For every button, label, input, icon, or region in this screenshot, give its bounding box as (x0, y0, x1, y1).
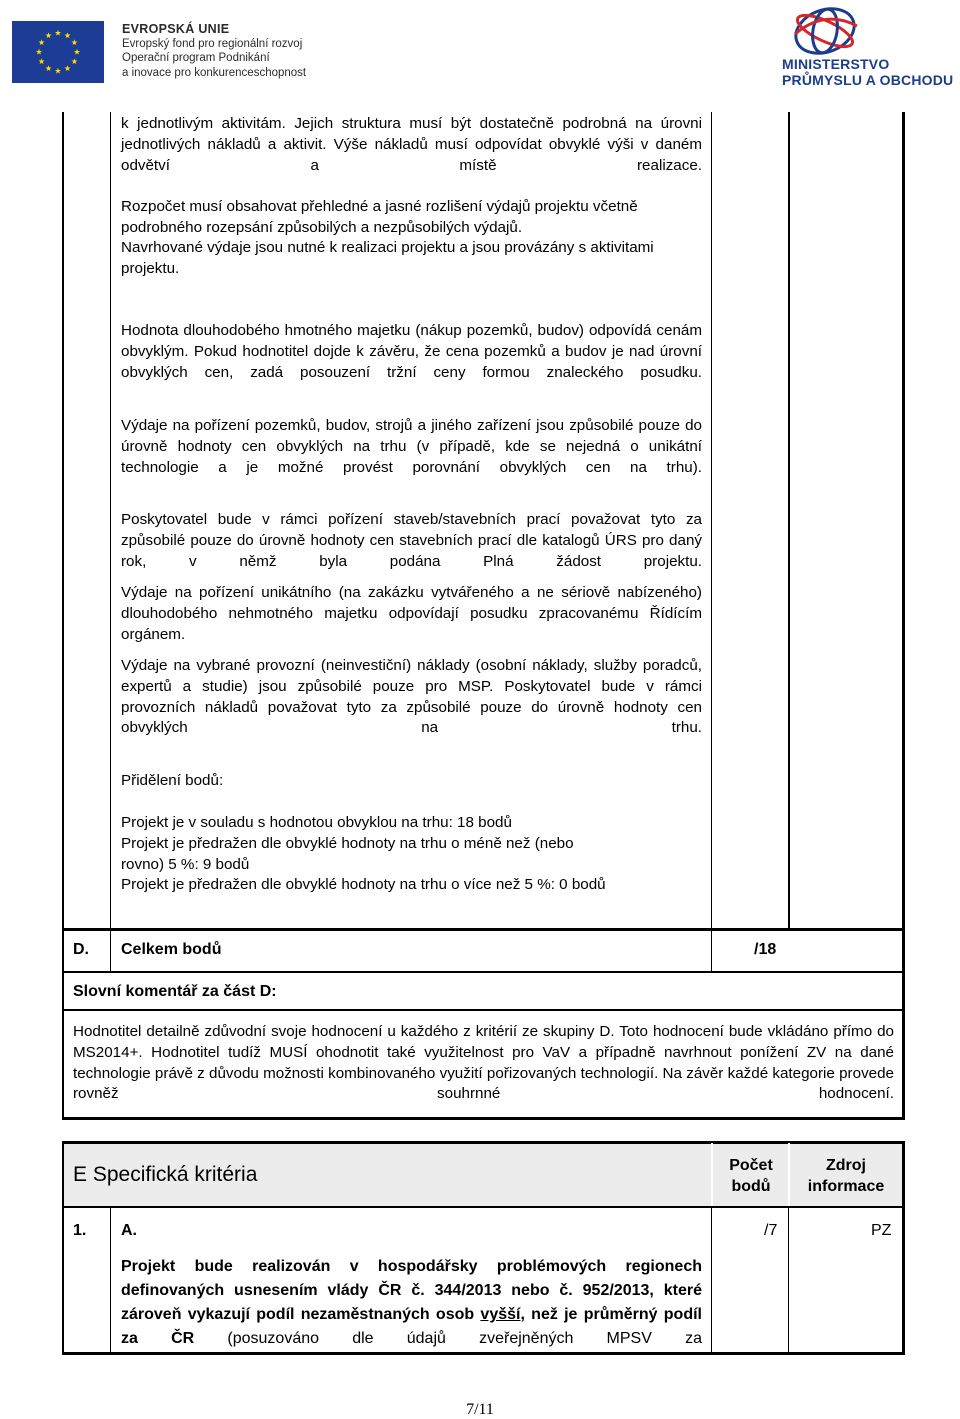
eu-star (71, 58, 77, 64)
table-border-left (62, 112, 64, 978)
eu-star (74, 49, 80, 55)
table-border-right (902, 112, 905, 1120)
section-e-col-source: Zdroj informace (807, 1157, 885, 1195)
eu-star (45, 65, 51, 71)
criteria-paragraph-3: Navrhované výdaje jsou nutné k realizaci projektu a jsou provázány s aktivitami projektu. (121, 239, 654, 277)
criteria-paragraph-2: Rozpočet musí obsahovat přehledné a jasné rozlišení výdajů projektu včetně podrobného rozepsání způsobilých a nezpůsobilých výdajů. (121, 198, 638, 236)
eu-star (64, 32, 70, 38)
comment-title: Slovní komentář za část D: (73, 983, 277, 1000)
eu-star (64, 65, 70, 71)
comment-title-border (62, 1009, 905, 1011)
eu-star (55, 68, 61, 74)
comment-text: Hodnotitel detailně zdůvodní svoje hodnocení u každého z kritérií ze skupiny D. Toto hodnocení bude vkládáno přímo do MS2014+. Hodnotitel tudíž MUSÍ ohodnotit také využitelnost pro VaV a případně navrhnout ponížení ZV na dané technologie právě z důvodu možnosti kombinovaného využití pořizovaných technologií. Na závěr každé kategorie provede rovněž souhrnné hodnocení. (73, 1023, 894, 1103)
section-e-top-border (62, 1141, 905, 1144)
row-source: PZ (871, 1222, 892, 1239)
section-e-header-divider-2 (788, 1143, 790, 1206)
section-e-border-left (62, 1141, 64, 1354)
total-row-letter: D. (73, 941, 89, 958)
section-e-border-right (902, 1141, 905, 1354)
eu-line-2: Evropský fond pro regionální rozvoj (122, 37, 303, 50)
total-row-top-border (62, 928, 905, 931)
eu-star (71, 39, 77, 45)
criteria-paragraph-6: Poskytovatel bude v rámci pořízení staveb/stavebních prací považovat tyto za způsobilé pouze do úrovně hodnoty cen stavebních prací dle katalogů ÚRS pro daný rok, v němž byla podána Plná žádost projektu. (121, 511, 702, 570)
total-row-divider-1 (110, 930, 111, 972)
total-row-label: Celkem bodů (121, 941, 222, 958)
allocation-item-2: Projekt je předražen dle obvyklé hodnoty na trhu o méně než (nebo (121, 834, 574, 852)
table-col-divider-1 (110, 112, 111, 930)
section-e-header-divider-1 (711, 1143, 713, 1206)
row-max-points: /7 (764, 1222, 778, 1239)
page-number: 7/11 (466, 1401, 494, 1418)
total-row-max: /18 (754, 941, 777, 958)
section-e-header-bottom-border (62, 1206, 905, 1208)
criteria-paragraph-5: Výdaje na pořízení pozemků, budov, strojů a jiného zařízení jsou způsobilé pouze do úrovně hodnoty cen obvyklých na trhu (v případě, kde se nejedná o unikátní technologie a je možné provést porovnání obvyklých cen na trhu). (121, 417, 702, 476)
eu-line-1: EVROPSKÁ UNIE (122, 22, 230, 36)
ministry-name (782, 56, 953, 88)
table-col-divider-3 (788, 112, 790, 928)
table-col-divider-2 (711, 112, 712, 972)
eu-star (39, 58, 45, 64)
allocation-title: Přidělení bodů: (121, 772, 224, 789)
allocation-item-2-cont: rovno) 5 %: 9 bodů (121, 855, 250, 873)
allocation-item-1: Projekt je v souladu s hodnotou obvyklou na trhu: 18 bodů (121, 814, 512, 831)
allocation-item-3: Projekt je předražen dle obvyklé hodnoty na trhu o více než 5 %: 0 bodů (121, 876, 606, 894)
allocation-list (121, 813, 711, 896)
criteria-paragraph-1: k jednotlivým aktivitám. Jejich struktura musí být dostatečně podrobná na úrovni jednotlivých nákladů a aktivit. Výše nákladů musí odpovídat obvyklé výši v daném odvětví a místě realizace. (121, 115, 702, 174)
section-e-divider-1 (110, 1208, 111, 1354)
table-border-left-lower (62, 928, 64, 1120)
row-letter: A. (121, 1222, 137, 1239)
criteria-paragraph-8: Výdaje na vybrané provozní (neinvestiční) náklady (osobní náklady, služby poradců, expertů a studie) jsou způsobilé pouze pro MSP. Poskytovatel bude v rámci provozních nákladů považovat tyto za způsobilé pouze do úrovně hodnoty cen obvyklých na trhu. (121, 657, 702, 737)
section-e-bottom-border (62, 1352, 905, 1355)
eu-star (36, 49, 42, 55)
underlined-word: vyšší (480, 1306, 521, 1323)
row-criterion-text: Projekt bude realizován v hospodářsky problémových regionech definovaných usnesením vlády ČR č. 344/2013 nebo č. 952/2013, které zároveň vykazují podíl nezaměstnaných osob vyšší, než je průměrný podíl za ČR (posuzováno dle údajů zveřejněných MPSV za (121, 1258, 702, 1347)
ministry-line-2: PRŮMYSLU A OBCHODU (782, 72, 954, 88)
eu-line-3: Operační program Podnikání (122, 52, 270, 65)
eu-star (55, 30, 61, 36)
eu-funding-text (122, 22, 306, 80)
row-number: 1. (73, 1222, 87, 1239)
eu-star (45, 32, 51, 38)
criteria-paragraph-7: Výdaje na pořízení unikátního (na zakázku vytvářeného a ne sériově nabízeného) dlouhodobého nehmotného majetku odpovídají posudku zpracovanému Řídícím orgánem. (121, 584, 702, 643)
section-e-col-points: Počet bodů (729, 1157, 773, 1195)
eu-star (39, 39, 45, 45)
section-e-divider-3 (788, 1208, 789, 1354)
eu-line-4: a inovace pro konkurenceschopnost (122, 66, 307, 79)
total-row-bottom-border (62, 971, 905, 973)
section-e-divider-2 (711, 1208, 712, 1354)
eu-flag-logo (12, 21, 104, 83)
section-e-title: E Specifická kritéria (73, 1163, 258, 1186)
ministry-globe-icon (781, 4, 877, 56)
table-border-bottom (62, 1117, 905, 1120)
ministry-line-1: MINISTERSTVO (782, 56, 890, 72)
criteria-paragraph-4: Hodnota dlouhodobého hmotného majetku (nákup pozemků, budov) odpovídá cenám obvyklým. Pokud hodnotitel dojde k závěru, že cena pozemků a budov je nad úrovní obvyklých cen, zadá posouzení tržní ceny formou znaleckého posudku. (121, 322, 702, 381)
eu-stars-icon (12, 21, 104, 83)
